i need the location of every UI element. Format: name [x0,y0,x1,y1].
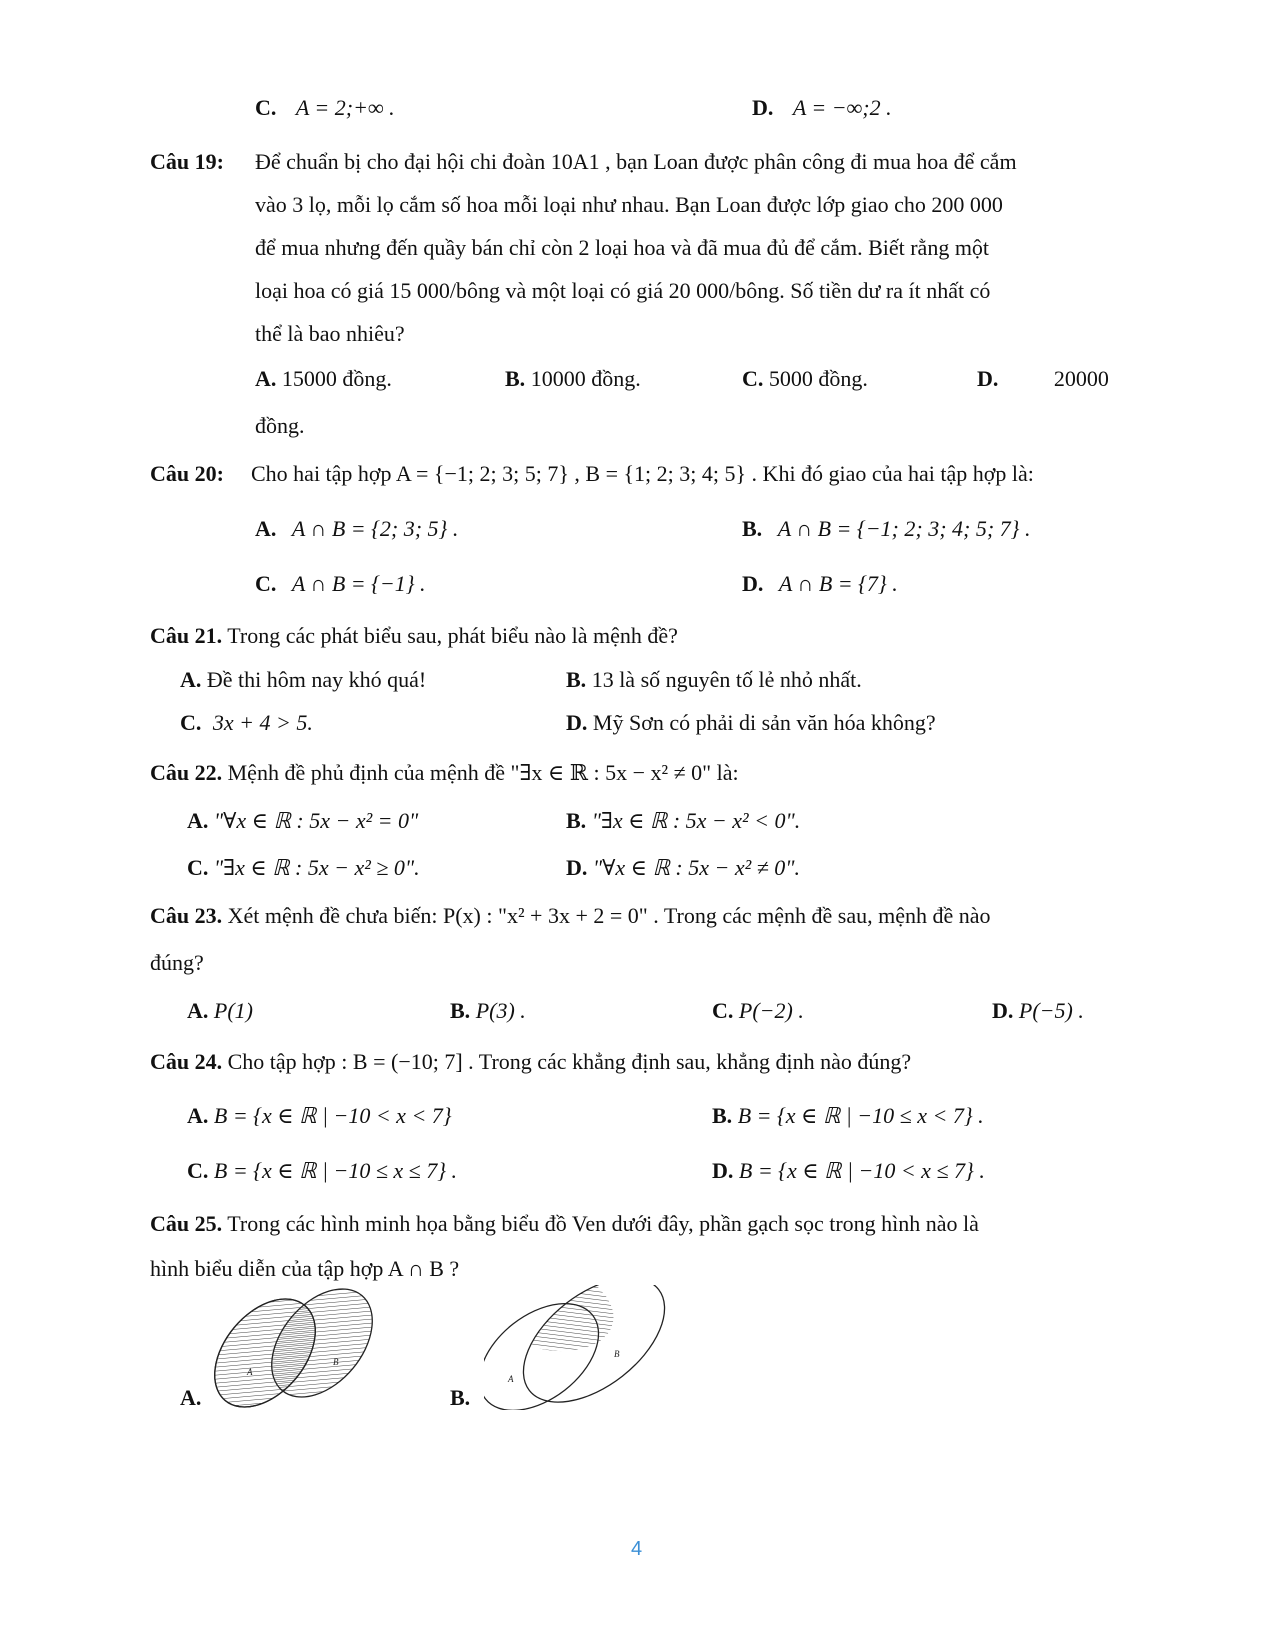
q23-text: Xét mệnh đề chưa biến: P(x) : "x² + 3x + 2 = 0" . Trong các mệnh đề sau, mệnh đề nào [227,903,991,928]
option-text: A ∩ B = {−1} . [291,571,426,596]
option-label: D. [992,998,1014,1023]
option-label: D. [742,571,764,596]
option-label: D. [566,710,588,735]
option-label: A. [255,366,277,391]
option-text: Đề thi hôm nay khó quá! [206,667,427,692]
option-text: B = {x ∈ ℝ | −10 < x ≤ 7} . [738,1158,985,1183]
option-label: B. [450,998,471,1023]
option-text: P(−5) . [1018,998,1084,1023]
option-label: C. [187,855,209,880]
q21-option-d [566,712,936,734]
option-text: 13 là số nguyên tố lẻ nhỏ nhất. [591,667,862,692]
option-label: D. [712,1158,734,1183]
page-number: 4 [631,1538,643,1560]
q23-option-a [187,1000,253,1022]
q19-line-5: thể là bao nhiêu? [255,321,405,346]
option-text: A ∩ B = {−1; 2; 3; 4; 5; 7} . [777,516,1031,541]
q22-option-b [566,810,800,832]
option-text: "∃x ∈ ℝ : 5x − x² ≥ 0". [213,855,420,880]
q24-text: Cho tập hợp : B = (−10; 7] . Trong các khẳng định sau, khẳng định nào đúng? [227,1049,912,1074]
option-text: A ∩ B = {7} . [778,571,898,596]
option-text: A = −∞;2 . [792,95,892,120]
option-text: P(1) [213,998,253,1023]
q21-option-a [180,669,426,691]
option-label: C. [742,366,764,391]
figure-a-label: A. [180,1385,202,1410]
q24-option-b [712,1105,984,1127]
q20-option-b [742,518,1030,540]
option-text: "∀x ∈ ℝ : 5x − x² = 0" [213,808,419,833]
option-label: A. [187,808,209,833]
set-b-letter: B [333,1357,339,1367]
q22-stem [150,762,739,784]
q25-text: Trong các hình minh họa bằng biểu đồ Ven dưới đây, phần gạch sọc trong hình nào là [227,1211,979,1236]
venn-diagram-a [205,1285,395,1410]
q22-option-d [566,857,800,879]
q19-line-3: để mua nhưng đến quầy bán chỉ còn 2 loại hoa và đã mua đủ để cắm. Biết rằng một [255,235,990,260]
option-label: C. [180,710,202,735]
option-text: P(−2) . [738,998,804,1023]
q23-stem [150,905,991,927]
q24-option-c [187,1160,457,1182]
option-label: A. [187,1103,209,1128]
q22-option-c [187,857,420,879]
option-label: D. [977,366,999,391]
q18-option-d [752,97,892,119]
option-label: C. [255,571,277,596]
option-text: A ∩ B = {2; 3; 5} . [291,516,459,541]
q21-stem [150,625,678,647]
q21-option-c [180,712,313,734]
q20-option-d [742,573,898,595]
option-text: 3x + 4 > 5. [212,710,313,735]
option-label: B. [742,516,763,541]
q19-option-d-continued: đồng. [255,413,305,438]
option-label: C. [187,1158,209,1183]
figure-b-label: B. [450,1385,471,1410]
q24-stem [150,1051,911,1073]
q23-option-b [450,1000,526,1022]
q21-option-b [566,669,862,691]
q21-label: Câu 21. [150,623,223,648]
option-label: B. [566,808,587,833]
option-text: "∃x ∈ ℝ : 5x − x² < 0". [591,808,801,833]
option-text: B = {x ∈ ℝ | −10 ≤ x < 7} . [737,1103,984,1128]
q23-option-d [992,1000,1084,1022]
q22-label: Câu 22. [150,760,223,785]
option-label: B. [566,667,587,692]
q20-option-c [255,573,426,595]
q23-label: Câu 23. [150,903,223,928]
set-a-letter: A [508,1374,514,1384]
option-text: "∀x ∈ ℝ : 5x − x² ≠ 0". [592,855,800,880]
q19-line-4: loại hoa có giá 15 000/bông và một loại có giá 20 000/bông. Số tiền dư ra ít nhất có [255,278,991,303]
q19-option-b [505,368,641,390]
option-text: 5000 đồng. [768,366,868,391]
option-label: A. [180,667,202,692]
q20-text: Cho hai tập hợp A = {−1; 2; 3; 5; 7} , B = {1; 2; 3; 4; 5} . Khi đó giao của hai tập hợp là: [251,461,1034,486]
option-text: A = 2;+∞ . [295,95,395,120]
q18-option-c [255,97,395,119]
q19-option-d [977,368,1109,390]
q24-option-a [187,1105,452,1127]
option-label: D. [566,855,588,880]
option-label: B. [505,366,526,391]
option-text: B = {x ∈ ℝ | −10 ≤ x ≤ 7} . [213,1158,458,1183]
q19-option-c [742,368,868,390]
option-label: C. [255,95,277,120]
option-label: A. [255,516,277,541]
option-label: C. [712,998,734,1023]
set-b-letter: B [614,1349,620,1359]
option-label: B. [712,1103,733,1128]
option-text: 10000 đồng. [530,366,641,391]
q19-line-1: Để chuẩn bị cho đại hội chi đoàn 10A1 , bạn Loan được phân công đi mua hoa để cắm [255,149,1017,174]
option-label: A. [187,998,209,1023]
option-text: P(3) . [475,998,526,1023]
set-a-letter: A [247,1367,253,1377]
q19-label: Câu 19: [150,149,224,174]
q19-option-a [255,368,392,390]
q20-option-a [255,518,458,540]
q24-option-d [712,1160,985,1182]
q22-text: Mệnh đề phủ định của mệnh đề "∃x ∈ ℝ : 5x − x² ≠ 0" là: [227,760,739,785]
q19-line-2: vào 3 lọ, mỗi lọ cắm số hoa mỗi loại như nhau. Bạn Loan được lớp giao cho 200 000 [255,192,1003,217]
q20-label: Câu 20: [150,461,224,486]
option-text: 20000 [1053,366,1109,391]
q25-text-line-2: hình biểu diễn của tập hợp A ∩ B ? [150,1256,460,1281]
option-text: Mỹ Sơn có phải di sản văn hóa không? [592,710,936,735]
q24-label: Câu 24. [150,1049,223,1074]
q23-option-c [712,1000,804,1022]
q23-text-line-2: đúng? [150,950,204,975]
q25-label: Câu 25. [150,1211,223,1236]
q21-text: Trong các phát biểu sau, phát biểu nào là mệnh đề? [227,623,678,648]
venn-diagram-b [484,1285,674,1410]
option-text: 15000 đồng. [281,366,392,391]
option-text: B = {x ∈ ℝ | −10 < x < 7} [213,1103,452,1128]
intersection-region [501,1285,674,1410]
q25-stem [150,1213,979,1235]
q22-option-a [187,810,418,832]
option-label: D. [752,95,774,120]
